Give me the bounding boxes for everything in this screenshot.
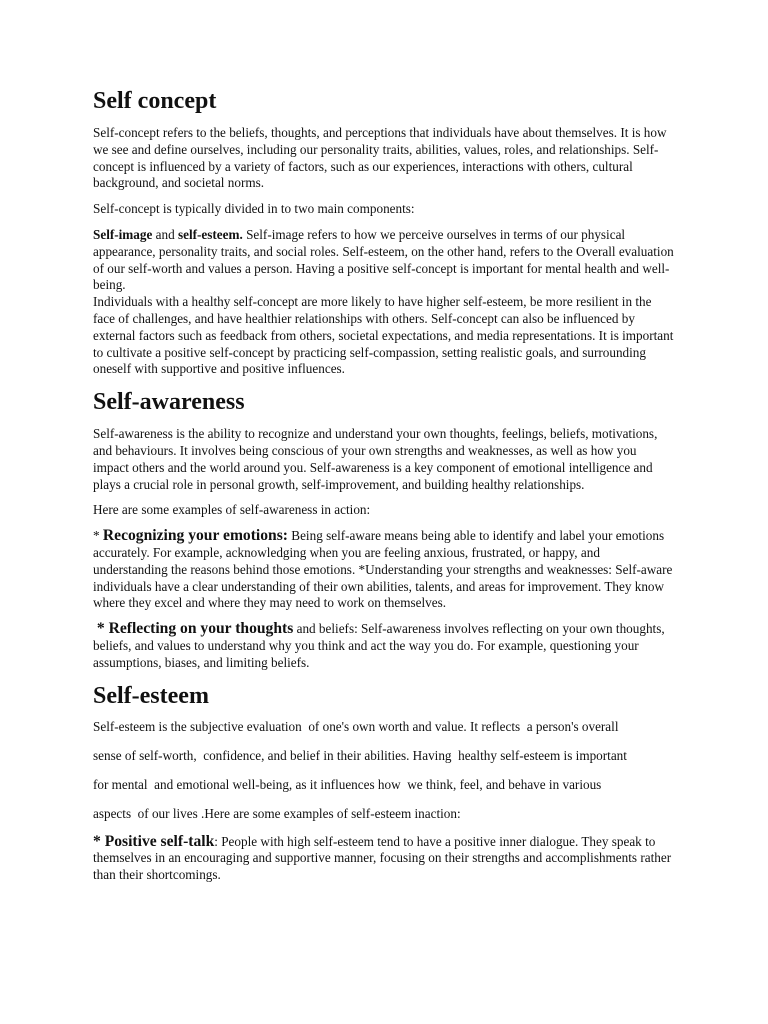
heading-self-awareness: Self-awareness <box>93 389 245 416</box>
self-esteem-line-2: sense of self-worth, confidence, and belief in their abilities. Having healthy self-esteem is important <box>93 747 627 763</box>
self-concept-paragraph-4: Individuals with a healthy self-concept are more likely to have higher self-esteem, be more resilient in the face of challenges, and have healthier relationships with others. Self-concept can also be influenced by external factors such as feedback from others, societal expectations, and media representations. It is important to cultivate a positive self-concept by practicing self-compassion, setting realistic goals, and surrounding oneself with supportive and positive influences. <box>93 294 674 377</box>
example-title-reflecting-thoughts: * Reflecting on your thoughts <box>93 620 294 638</box>
document-page <box>93 86 675 893</box>
self-concept-paragraph-3-text: Self-image refers to how we perceive ourselves in terms of our physical appearance, personality traits, and social roles. Self-esteem, on the other hand, refers to the Overall evaluation of our self-worth and values a person. Having a positive self-concept is important for mental health and well-being. <box>93 226 674 293</box>
example-reflecting-thoughts <box>93 621 675 671</box>
self-awareness-paragraph-2: Here are some examples of self-awareness in action: <box>93 502 371 518</box>
example-title-positive-self-talk: * Positive self-talk <box>93 832 215 850</box>
self-esteem-term: self-esteem. <box>177 226 243 242</box>
example-positive-self-talk <box>93 834 675 884</box>
example-text-positive-self-talk: : People with high self-esteem tend to have a positive inner dialogue. They speak to themselves in an encouraging and supportive manner, focusing on their strengths and accomplishments rather than their shortcomings. <box>93 833 672 883</box>
example-recognizing-emotions <box>93 528 675 612</box>
example-text-reflecting-thoughts: and beliefs: Self-awareness involves reflecting on your own thoughts, beliefs, and values to understand why you think and act the way you do. For example, questioning your assumptions, biases, and limiting beliefs. <box>93 621 668 670</box>
heading-self-esteem: Self-esteem <box>93 682 209 709</box>
bullet-star: * <box>93 528 103 544</box>
self-concept-paragraph-2: Self-concept is typically divided in to two main components: <box>93 201 415 217</box>
self-esteem-line-4: aspects of our lives .Here are some examples of self-esteem inaction: <box>93 805 461 821</box>
example-text-recognizing-emotions: Being self-aware means being able to identify and label your emotions accurately. For example, acknowledging when you are feeling anxious, frustrated, or happy, and understanding the reasons behind those emotions. *Understanding your strengths and weaknesses: Self-aware individuals have a clear understanding of their own abilities, talents, and areas for improvement. They know where they excel and where they may need to work on themselves. <box>93 528 673 611</box>
self-concept-paragraph-3 <box>93 227 675 294</box>
self-esteem-line-1: Self-esteem is the subjective evaluation of one's own worth and value. It reflects a person's overall <box>93 718 619 734</box>
example-title-recognizing-emotions: Recognizing your emotions: <box>102 527 288 545</box>
self-esteem-intro <box>93 712 675 828</box>
self-image-term: Self-image <box>93 226 153 242</box>
heading-self-concept: Self concept <box>93 88 217 114</box>
and-text: and <box>152 226 178 242</box>
self-esteem-line-3: for mental and emotional well-being, as it influences how we think, feel, and behave in various <box>93 776 602 792</box>
self-awareness-paragraph-1: Self-awareness is the ability to recognize and understand your own thoughts, feelings, beliefs, motivations, and behaviours. It involves being conscious of your own strengths and weaknesses, as well as how you impact others and the world around you. Self-awareness is a key component of emotional intelligence and plays a crucial role in personal growth, self-improvement, and building healthy relationships. <box>93 426 658 492</box>
self-concept-paragraph-1: Self-concept refers to the beliefs, thoughts, and perceptions that individuals have about themselves. It is how we see and define ourselves, including our personality traits, abilities, values, roles, and relationships. Self-concept is influenced by a variety of factors, such as our experiences, interactions with others, cultural background, and societal norms. <box>93 125 667 191</box>
